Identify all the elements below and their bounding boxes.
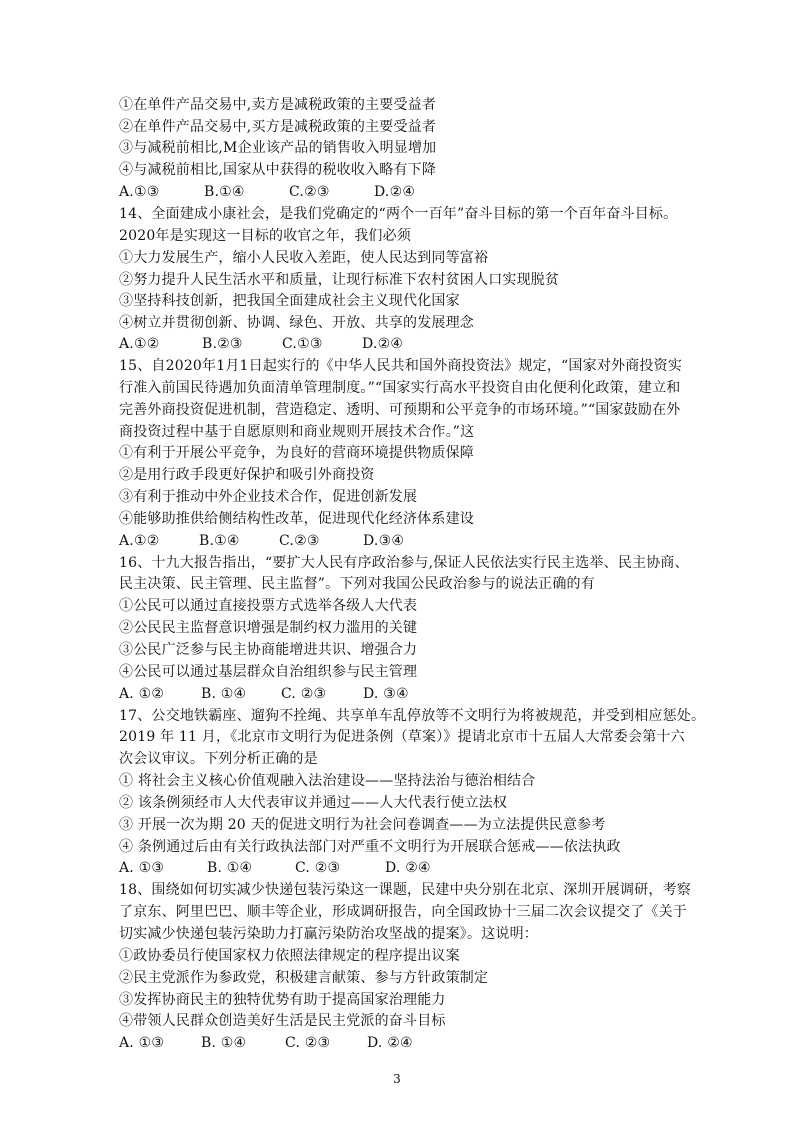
q17-choice-c: C. ②③ (295, 860, 341, 876)
q14-option-3: ③坚持科技创新，把我国全面建成社会主义现代化国家 (119, 293, 460, 309)
q14-choice-a: A.①② (119, 336, 160, 352)
q17-choice-b: B. ①④ (207, 860, 253, 876)
q15-option-1: ①有利于开展公平竞争，为良好的营商环境提供物质保障 (119, 445, 474, 461)
q13-choice-c: C.②③ (289, 184, 330, 200)
q13-option-3: ③与减税前相比,M企业该产品的销售收入明显增加 (119, 140, 437, 156)
q15-option-2: ②是用行政手段更好保护和吸引外商投资 (119, 467, 375, 483)
q18-choices (119, 1033, 699, 1054)
q15-choice-c: C.②③ (279, 533, 320, 549)
q14-option-2: ②努力提升人民生活水平和质量，让现行标准下农村贫困人口实现脱贫 (119, 272, 560, 288)
q15-stem-line-4: 商投资过程中基于自愿原则和商业规则开展技术合作。”这 (119, 424, 475, 440)
q15-choice-d: D.③④ (363, 533, 405, 549)
q15-stem-line-2: 行准入前国民待遇加负面清单管理制度。”“国家实行高水平投资自由化便利化政策，建立和 (119, 380, 681, 396)
q14-stem-line-1: 14、全面建成小康社会，是我们党确定的“两个一百年”奋斗目标的第一个百年奋斗目标。 (119, 206, 678, 222)
q16-option-3: ③公民广泛参与民主协商能增进共识、增强合力 (119, 642, 418, 658)
q15-stem-line-3: 完善外商投资促进机制，营造稳定、透明、可预期和公平竞争的市场环境。”“国家鼓励在外 (119, 402, 681, 418)
q16-option-2: ②公民民主监督意识增强是制约权力滥用的关键 (119, 620, 418, 636)
q18-choice-d: D. ②④ (367, 1035, 413, 1051)
q16-choices (119, 684, 699, 705)
q16-choice-d: D. ③④ (363, 686, 409, 702)
q17-stem-line-2: 2019 年 11 月，《北京市文明行为促进条例（草案）》提请北京市十五届人大常委会第十六 (119, 729, 685, 745)
q14-option-1: ①大力发展生产，缩小人民收入差距，使人民达到同等富裕 (119, 250, 489, 266)
q16-option-4: ④公民可以通过基层群众自治组织参与民主管理 (119, 664, 418, 680)
q13-choice-b: B.①④ (204, 184, 245, 200)
q13-choice-a: A.①③ (119, 184, 160, 200)
q14-option-4: ④树立并贯彻创新、协调、绿色、开放、共享的发展理念 (119, 315, 474, 331)
q13-option-1: ①在单件产品交易中,卖方是减税政策的主要受益者 (119, 97, 437, 113)
q15-option-4: ④能够助推供给侧结构性改革，促进现代化经济体系建设 (119, 511, 474, 527)
q16-choice-a: A. ①② (119, 686, 165, 702)
q15-option-3: ③有利于推动中外企业技术合作，促进创新发展 (119, 489, 418, 505)
q18-choice-a: A. ①③ (119, 1035, 165, 1051)
q18-stem-line-2: 了京东、阿里巴巴、顺丰等企业，形成调研报告，向全国政协十三届二次会议提交了《关于 (119, 904, 687, 920)
q18-stem-line-3: 切实减少快递包装污染助力打赢污染防治攻坚战的提案》。这说明： (119, 926, 538, 942)
q13-option-2: ②在单件产品交易中,买方是减税政策的主要受益者 (119, 119, 437, 135)
q15-choices (119, 531, 699, 552)
q16-choice-b: B. ①④ (201, 686, 247, 702)
q18-stem-line-1: 18、围绕如何切实减少快递包装污染这一课题，民建中央分别在北京、深圳开展调研，考察 (119, 882, 692, 898)
q18-choice-b: B. ①④ (201, 1035, 247, 1051)
q17-stem-line-3: 次会议审议。下列分析正确的是 (119, 751, 318, 767)
q13-option-4: ④与减税前相比,国家从中获得的税收收入略有下降 (119, 162, 437, 178)
q15-choice-a: A.①② (119, 533, 160, 549)
q17-choice-a: A. ①③ (119, 860, 165, 876)
q15-choice-b: B.①④ (199, 533, 240, 549)
page-number: 3 (393, 1072, 401, 1086)
q18-option-1: ①政协委员行使国家权力依照法律规定的程序提出议案 (119, 948, 460, 964)
q16-option-1: ①公民可以通过直接投票方式选举各级人大代表 (119, 598, 418, 614)
q17-option-2: ② 该条例须经市人大代表审议并通过——人大代表行使立法权 (119, 795, 508, 811)
q14-choices (119, 334, 699, 355)
q14-choice-d: D.②④ (362, 336, 404, 352)
q17-stem-line-1: 17、公交地铁霸座、遛狗不拴绳、共享单车乱停放等不文明行为将被规范，并受到相应惩处。 (119, 708, 706, 724)
q17-option-4: ④ 条例通过后由有关行政执法部门对严重不文明行为开展联合惩戒——依法执政 (119, 839, 621, 855)
q14-choice-c: C.①③ (282, 336, 323, 352)
q17-option-3: ③ 开展一次为期 20 天的促进文明行为社会问卷调查——为立法提供民意参考 (119, 817, 606, 833)
q18-option-3: ③发挥协商民主的独特优势有助于提高国家治理能力 (119, 992, 446, 1008)
q17-choices (119, 858, 699, 879)
q17-option-1: ① 将社会主义核心价值观融入法治建设——坚持法治与德治相结合 (119, 773, 536, 789)
q17-choice-d: D. ②④ (385, 860, 431, 876)
q16-stem-line-2: 民主决策、民主管理、民主监督”。下列对我国公民政治参与的说法正确的有 (119, 576, 595, 592)
q18-option-2: ②民主党派作为参政党，积极建言献策、参与方针政策制定 (119, 970, 489, 986)
q18-option-4: ④带领人民群众创造美好生活是民主党派的奋斗目标 (119, 1013, 446, 1029)
q18-choice-c: C. ②③ (285, 1035, 331, 1051)
q13-choice-d: D.②④ (374, 184, 416, 200)
q15-stem-line-1: 15、自2020年1月1日起实行的《中华人民共和国外商投资法》规定，“国家对外商投资实 (119, 358, 683, 374)
q16-stem-line-1: 16、十九大报告指出，“要扩大人民有序政治参与,保证人民依法实行民主选举、民主协商、 (119, 555, 689, 571)
q13-choices (119, 182, 699, 203)
q16-choice-c: C. ②③ (281, 686, 327, 702)
q14-choice-b: B.②③ (202, 336, 243, 352)
q14-stem-line-2: 2020年是实现这一目标的收官之年，我们必须 (119, 228, 412, 244)
